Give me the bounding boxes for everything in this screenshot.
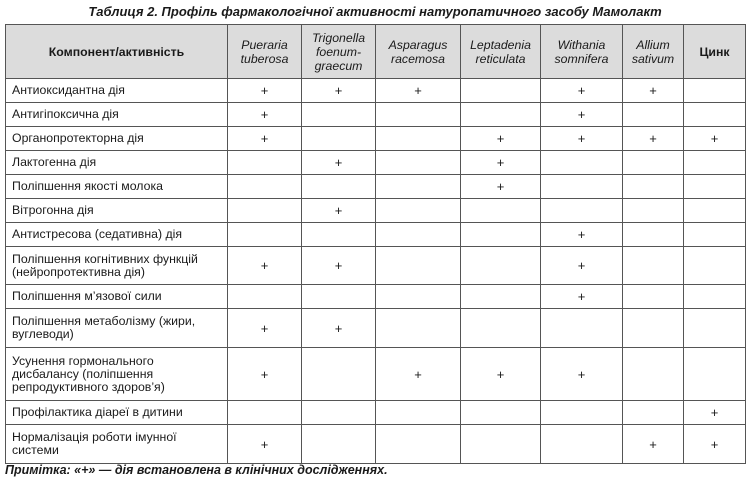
cell-asparagus (376, 247, 461, 285)
table-row (6, 401, 746, 425)
cell-withania: + (541, 247, 623, 285)
cell-allium (623, 247, 684, 285)
cell-pueraria (228, 285, 302, 309)
cell-allium (623, 199, 684, 223)
row-label: Профілактика діареї в дитини (6, 401, 228, 425)
column-header-trigonella: Trigonella foenum-graecum (302, 25, 376, 79)
row-label: Вітрогонна дія (6, 199, 228, 223)
table-row (6, 175, 746, 199)
row-label: Антиоксидантна дія (6, 79, 228, 103)
cell-withania: + (541, 285, 623, 309)
cell-withania: + (541, 348, 623, 401)
cell-asparagus (376, 285, 461, 309)
cell-withania (541, 199, 623, 223)
cell-trigonella (302, 175, 376, 199)
cell-withania: + (541, 223, 623, 247)
table-row (6, 199, 746, 223)
cell-leptadenia (461, 401, 541, 425)
cell-pueraria: + (228, 348, 302, 401)
cell-withania: + (541, 103, 623, 127)
cell-asparagus (376, 151, 461, 175)
column-header-allium: Allium sativum (623, 25, 684, 79)
cell-leptadenia (461, 247, 541, 285)
cell-allium (623, 223, 684, 247)
row-label: Антистресова (седативна) дія (6, 223, 228, 247)
cell-pueraria (228, 223, 302, 247)
cell-leptadenia (461, 285, 541, 309)
cell-withania: + (541, 127, 623, 151)
row-label: Усунення гормонального дисбалансу (поліпшення репродуктивного здоров’я) (6, 348, 228, 401)
cell-asparagus (376, 103, 461, 127)
cell-trigonella: + (302, 247, 376, 285)
cell-leptadenia (461, 425, 541, 464)
header-row (6, 25, 746, 79)
table-row (6, 348, 746, 401)
column-header-pueraria: Pueraria tuberosa (228, 25, 302, 79)
cell-asparagus (376, 309, 461, 348)
cell-zinc: + (684, 425, 746, 464)
cell-leptadenia: + (461, 127, 541, 151)
cell-pueraria (228, 175, 302, 199)
table-row (6, 247, 746, 285)
cell-asparagus (376, 425, 461, 464)
cell-zinc (684, 348, 746, 401)
cell-leptadenia (461, 309, 541, 348)
row-label: Поліпшення когнітивних функцій (нейропротективна дія) (6, 247, 228, 285)
column-header-withania: Withania somnifera (541, 25, 623, 79)
cell-asparagus (376, 127, 461, 151)
table-row (6, 79, 746, 103)
cell-leptadenia (461, 103, 541, 127)
cell-asparagus: + (376, 348, 461, 401)
cell-pueraria: + (228, 309, 302, 348)
cell-withania (541, 151, 623, 175)
row-label: Поліпшення м’язової сили (6, 285, 228, 309)
column-header-leptadenia: Leptadenia reticulata (461, 25, 541, 79)
cell-allium (623, 348, 684, 401)
table-row (6, 223, 746, 247)
cell-withania: + (541, 79, 623, 103)
table-row (6, 285, 746, 309)
row-label: Поліпшення метаболізму (жири, вуглеводи) (6, 309, 228, 348)
cell-zinc (684, 247, 746, 285)
cell-withania (541, 425, 623, 464)
cell-withania (541, 175, 623, 199)
cell-leptadenia (461, 79, 541, 103)
cell-trigonella (302, 103, 376, 127)
cell-zinc (684, 79, 746, 103)
column-header-zinc: Цинк (684, 25, 746, 79)
cell-pueraria: + (228, 247, 302, 285)
cell-zinc: + (684, 401, 746, 425)
cell-allium (623, 103, 684, 127)
cell-zinc: + (684, 127, 746, 151)
table-row (6, 151, 746, 175)
cell-zinc (684, 285, 746, 309)
cell-pueraria: + (228, 79, 302, 103)
cell-allium (623, 151, 684, 175)
cell-trigonella: + (302, 309, 376, 348)
table-row (6, 127, 746, 151)
cell-zinc (684, 199, 746, 223)
cell-trigonella (302, 127, 376, 151)
table-note: Примітка: «+» — дія встановлена в клінічних дослідженнях. (5, 463, 388, 477)
cell-allium (623, 285, 684, 309)
cell-pueraria (228, 151, 302, 175)
cell-leptadenia (461, 223, 541, 247)
row-label: Органопротекторна дія (6, 127, 228, 151)
row-label: Лактогенна дія (6, 151, 228, 175)
cell-allium (623, 309, 684, 348)
cell-trigonella (302, 348, 376, 401)
cell-pueraria: + (228, 103, 302, 127)
cell-trigonella (302, 401, 376, 425)
cell-trigonella (302, 223, 376, 247)
table-row (6, 309, 746, 348)
column-header-asparagus: Asparagus racemosa (376, 25, 461, 79)
cell-zinc (684, 223, 746, 247)
cell-asparagus (376, 223, 461, 247)
cell-asparagus (376, 199, 461, 223)
row-label: Антигіпоксична дія (6, 103, 228, 127)
cell-allium: + (623, 127, 684, 151)
cell-trigonella (302, 285, 376, 309)
cell-leptadenia (461, 199, 541, 223)
column-header-component: Компонент/активність (6, 25, 228, 79)
cell-leptadenia: + (461, 348, 541, 401)
cell-withania (541, 309, 623, 348)
table-row (6, 103, 746, 127)
table-row (6, 425, 746, 464)
cell-allium (623, 401, 684, 425)
cell-leptadenia: + (461, 175, 541, 199)
cell-withania (541, 401, 623, 425)
cell-zinc (684, 103, 746, 127)
cell-pueraria (228, 401, 302, 425)
activity-table (5, 24, 746, 464)
cell-asparagus (376, 175, 461, 199)
cell-asparagus (376, 401, 461, 425)
cell-leptadenia: + (461, 151, 541, 175)
cell-trigonella (302, 425, 376, 464)
cell-allium (623, 175, 684, 199)
row-label: Нормалізація роботи імунної системи (6, 425, 228, 464)
cell-zinc (684, 175, 746, 199)
cell-asparagus: + (376, 79, 461, 103)
cell-allium: + (623, 425, 684, 464)
table-title: Таблиця 2. Профіль фармакологічної активності натуропатичного засобу Мамолакт (88, 4, 662, 19)
cell-pueraria (228, 199, 302, 223)
row-label: Поліпшення якості молока (6, 175, 228, 199)
cell-pueraria: + (228, 425, 302, 464)
cell-trigonella: + (302, 151, 376, 175)
cell-trigonella: + (302, 199, 376, 223)
cell-pueraria: + (228, 127, 302, 151)
cell-trigonella: + (302, 79, 376, 103)
cell-allium: + (623, 79, 684, 103)
cell-zinc (684, 151, 746, 175)
cell-zinc (684, 309, 746, 348)
